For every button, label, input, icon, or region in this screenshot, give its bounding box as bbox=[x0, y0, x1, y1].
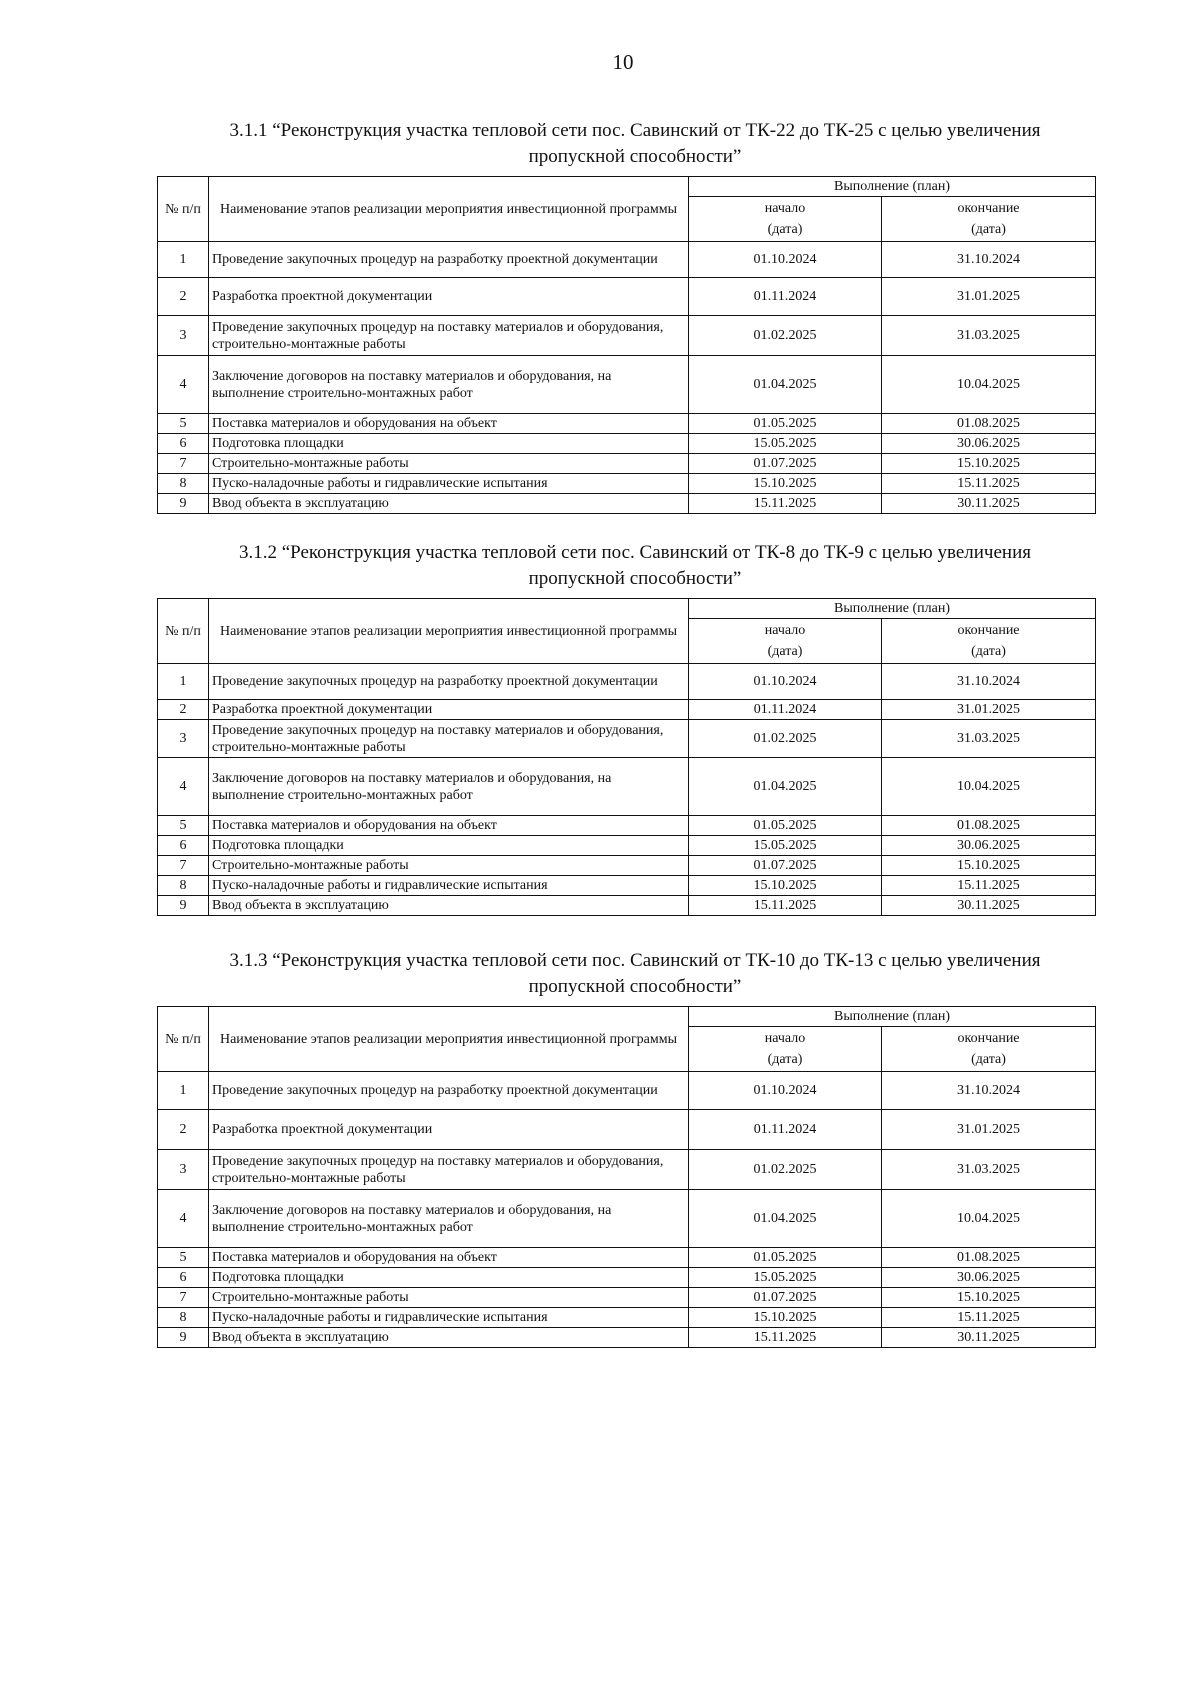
row-end-date: 31.03.2025 bbox=[882, 720, 1096, 758]
row-number: 9 bbox=[158, 896, 209, 916]
row-number: 2 bbox=[158, 278, 209, 316]
row-number: 5 bbox=[158, 816, 209, 836]
table-row bbox=[158, 316, 1096, 356]
row-number: 3 bbox=[158, 1150, 209, 1190]
section-title-line-1: 3.1.3 “Реконструкция участка тепловой сети пос. Савинский от ТК-10 до ТК-13 с целью увеличения bbox=[229, 950, 1041, 971]
header-num: № п/п bbox=[158, 599, 209, 664]
row-number: 7 bbox=[158, 1288, 209, 1308]
table-row bbox=[158, 720, 1096, 758]
table-row bbox=[158, 1190, 1096, 1248]
header-end-label: окончание bbox=[957, 623, 1020, 638]
row-number: 8 bbox=[158, 474, 209, 494]
row-stage-name: Подготовка площадки bbox=[209, 434, 689, 454]
section-title bbox=[175, 118, 1095, 170]
row-end-date: 01.08.2025 bbox=[882, 1248, 1096, 1268]
header-num: № п/п bbox=[158, 1007, 209, 1072]
row-stage-name: Пуско-наладочные работы и гидравлические испытания bbox=[209, 876, 689, 896]
row-end-date: 15.10.2025 bbox=[882, 454, 1096, 474]
row-stage-name: Проведение закупочных процедур на разработку проектной документации bbox=[209, 664, 689, 700]
row-end-date: 30.06.2025 bbox=[882, 1268, 1096, 1288]
row-stage-name: Строительно-монтажные работы bbox=[209, 454, 689, 474]
header-end-unit: (дата) bbox=[971, 1052, 1006, 1067]
row-end-date: 30.06.2025 bbox=[882, 836, 1096, 856]
table-row bbox=[158, 1288, 1096, 1308]
section-title-line-1: 3.1.2 “Реконструкция участка тепловой сети пос. Савинский от ТК-8 до ТК-9 с целью увеличения bbox=[238, 542, 1031, 563]
section-title bbox=[175, 540, 1095, 592]
row-stage-name: Разработка проектной документации bbox=[209, 1110, 689, 1150]
row-end-date: 30.11.2025 bbox=[882, 896, 1096, 916]
header-start-label: начало bbox=[764, 623, 806, 638]
header-start-unit: (дата) bbox=[767, 222, 803, 237]
row-number: 8 bbox=[158, 876, 209, 896]
table-row bbox=[158, 816, 1096, 836]
row-start-date: 01.10.2024 bbox=[689, 1072, 882, 1110]
row-start-date: 01.11.2024 bbox=[689, 700, 882, 720]
row-number: 4 bbox=[158, 758, 209, 816]
table-row bbox=[158, 278, 1096, 316]
row-start-date: 15.10.2025 bbox=[689, 1308, 882, 1328]
row-end-date: 31.03.2025 bbox=[882, 1150, 1096, 1190]
row-end-date: 31.10.2024 bbox=[882, 242, 1096, 278]
header-execution: Выполнение (план) bbox=[689, 599, 1096, 619]
row-start-date: 01.02.2025 bbox=[689, 1150, 882, 1190]
row-stage-name: Пуско-наладочные работы и гидравлические испытания bbox=[209, 474, 689, 494]
row-start-date: 01.07.2025 bbox=[689, 454, 882, 474]
section-3 bbox=[157, 948, 1095, 1348]
row-end-date: 30.11.2025 bbox=[882, 494, 1096, 514]
row-stage-name: Ввод объекта в эксплуатацию bbox=[209, 494, 689, 514]
row-end-date: 31.10.2024 bbox=[882, 1072, 1096, 1110]
row-start-date: 15.11.2025 bbox=[689, 1328, 882, 1348]
header-start-unit: (дата) bbox=[767, 1052, 803, 1067]
row-end-date: 01.08.2025 bbox=[882, 414, 1096, 434]
table-row bbox=[158, 1150, 1096, 1190]
row-end-date: 31.01.2025 bbox=[882, 278, 1096, 316]
row-number: 8 bbox=[158, 1308, 209, 1328]
header-end-unit: (дата) bbox=[971, 644, 1006, 659]
table-row bbox=[158, 700, 1096, 720]
row-end-date: 15.10.2025 bbox=[882, 856, 1096, 876]
row-end-date: 15.11.2025 bbox=[882, 876, 1096, 896]
section-title-line-1: 3.1.1 “Реконструкция участка тепловой сети пос. Савинский от ТК-22 до ТК-25 с целью увеличения bbox=[229, 120, 1041, 141]
table-row bbox=[158, 1072, 1096, 1110]
row-stage-name: Поставка материалов и оборудования на объект bbox=[209, 1248, 689, 1268]
table-row bbox=[158, 856, 1096, 876]
table-row bbox=[158, 876, 1096, 896]
section-title bbox=[175, 948, 1095, 1000]
header-start bbox=[689, 197, 882, 242]
row-start-date: 01.05.2025 bbox=[689, 1248, 882, 1268]
row-number: 3 bbox=[158, 720, 209, 758]
schedule-table bbox=[157, 598, 1096, 916]
table-row bbox=[158, 1308, 1096, 1328]
row-number: 1 bbox=[158, 1072, 209, 1110]
row-stage-name: Ввод объекта в эксплуатацию bbox=[209, 1328, 689, 1348]
row-stage-name: Проведение закупочных процедур на разработку проектной документации bbox=[209, 1072, 689, 1110]
section-title-line-2: пропускной способности” bbox=[528, 976, 742, 997]
row-start-date: 15.11.2025 bbox=[689, 896, 882, 916]
header-execution: Выполнение (план) bbox=[689, 177, 1096, 197]
row-number: 1 bbox=[158, 242, 209, 278]
section-title-line-2: пропускной способности” bbox=[528, 146, 742, 167]
table-row bbox=[158, 664, 1096, 700]
table-row bbox=[158, 1110, 1096, 1150]
row-number: 2 bbox=[158, 700, 209, 720]
row-start-date: 01.07.2025 bbox=[689, 856, 882, 876]
row-start-date: 15.05.2025 bbox=[689, 434, 882, 454]
row-start-date: 01.07.2025 bbox=[689, 1288, 882, 1308]
header-stage-name: Наименование этапов реализации мероприятия инвестиционной программы bbox=[209, 177, 689, 242]
row-end-date: 10.04.2025 bbox=[882, 758, 1096, 816]
header-num: № п/п bbox=[158, 177, 209, 242]
row-number: 5 bbox=[158, 414, 209, 434]
row-number: 6 bbox=[158, 836, 209, 856]
row-start-date: 01.11.2024 bbox=[689, 278, 882, 316]
row-end-date: 31.03.2025 bbox=[882, 316, 1096, 356]
row-end-date: 01.08.2025 bbox=[882, 816, 1096, 836]
row-end-date: 31.01.2025 bbox=[882, 700, 1096, 720]
row-end-date: 15.10.2025 bbox=[882, 1288, 1096, 1308]
row-end-date: 31.10.2024 bbox=[882, 664, 1096, 700]
row-start-date: 15.11.2025 bbox=[689, 494, 882, 514]
table-row bbox=[158, 242, 1096, 278]
row-stage-name: Ввод объекта в эксплуатацию bbox=[209, 896, 689, 916]
table-row bbox=[158, 474, 1096, 494]
table-row bbox=[158, 1328, 1096, 1348]
table-row bbox=[158, 896, 1096, 916]
header-end-label: окончание bbox=[957, 1031, 1020, 1046]
row-stage-name: Подготовка площадки bbox=[209, 1268, 689, 1288]
row-stage-name: Разработка проектной документации bbox=[209, 278, 689, 316]
row-end-date: 15.11.2025 bbox=[882, 1308, 1096, 1328]
row-number: 5 bbox=[158, 1248, 209, 1268]
row-stage-name: Заключение договоров на поставку материалов и оборудования, на выполнение строительно-монтажных работ bbox=[209, 1190, 689, 1248]
row-number: 3 bbox=[158, 316, 209, 356]
table-row bbox=[158, 836, 1096, 856]
row-stage-name: Поставка материалов и оборудования на объект bbox=[209, 816, 689, 836]
row-number: 4 bbox=[158, 356, 209, 414]
row-number: 6 bbox=[158, 434, 209, 454]
row-stage-name: Проведение закупочных процедур на поставку материалов и оборудования, строительно-монтажные работы bbox=[209, 720, 689, 758]
table-row bbox=[158, 1248, 1096, 1268]
page-number: 10 bbox=[612, 50, 634, 74]
row-stage-name: Поставка материалов и оборудования на объект bbox=[209, 414, 689, 434]
header-stage-name: Наименование этапов реализации мероприятия инвестиционной программы bbox=[209, 599, 689, 664]
row-start-date: 15.05.2025 bbox=[689, 836, 882, 856]
header-execution: Выполнение (план) bbox=[689, 1007, 1096, 1027]
row-start-date: 01.04.2025 bbox=[689, 356, 882, 414]
header-start-label: начало bbox=[764, 201, 806, 216]
header-start-unit: (дата) bbox=[767, 644, 803, 659]
row-number: 9 bbox=[158, 494, 209, 514]
row-stage-name: Проведение закупочных процедур на поставку материалов и оборудования, строительно-монтажные работы bbox=[209, 316, 689, 356]
row-start-date: 01.02.2025 bbox=[689, 720, 882, 758]
row-start-date: 01.10.2024 bbox=[689, 664, 882, 700]
row-number: 7 bbox=[158, 454, 209, 474]
header-start bbox=[689, 1027, 882, 1072]
row-end-date: 31.01.2025 bbox=[882, 1110, 1096, 1150]
row-start-date: 01.10.2024 bbox=[689, 242, 882, 278]
header-end bbox=[882, 197, 1096, 242]
row-stage-name: Разработка проектной документации bbox=[209, 700, 689, 720]
row-number: 7 bbox=[158, 856, 209, 876]
section-2 bbox=[157, 540, 1095, 916]
header-end-unit: (дата) bbox=[971, 222, 1006, 237]
row-stage-name: Строительно-монтажные работы bbox=[209, 856, 689, 876]
table-row bbox=[158, 758, 1096, 816]
row-start-date: 01.05.2025 bbox=[689, 414, 882, 434]
header-start-label: начало bbox=[764, 1031, 806, 1046]
row-end-date: 30.11.2025 bbox=[882, 1328, 1096, 1348]
row-end-date: 30.06.2025 bbox=[882, 434, 1096, 454]
row-stage-name: Заключение договоров на поставку материалов и оборудования, на выполнение строительно-монтажных работ bbox=[209, 758, 689, 816]
row-number: 2 bbox=[158, 1110, 209, 1150]
header-end-label: окончание bbox=[957, 201, 1020, 216]
row-number: 6 bbox=[158, 1268, 209, 1288]
header-end bbox=[882, 1027, 1096, 1072]
row-stage-name: Строительно-монтажные работы bbox=[209, 1288, 689, 1308]
row-start-date: 15.10.2025 bbox=[689, 876, 882, 896]
row-stage-name: Проведение закупочных процедур на поставку материалов и оборудования, строительно-монтажные работы bbox=[209, 1150, 689, 1190]
schedule-table bbox=[157, 176, 1096, 514]
table-row bbox=[158, 414, 1096, 434]
row-start-date: 01.11.2024 bbox=[689, 1110, 882, 1150]
header-end bbox=[882, 619, 1096, 664]
row-start-date: 01.04.2025 bbox=[689, 758, 882, 816]
table-row bbox=[158, 356, 1096, 414]
row-stage-name: Пуско-наладочные работы и гидравлические испытания bbox=[209, 1308, 689, 1328]
header-stage-name: Наименование этапов реализации мероприятия инвестиционной программы bbox=[209, 1007, 689, 1072]
row-start-date: 01.02.2025 bbox=[689, 316, 882, 356]
section-1 bbox=[157, 118, 1095, 514]
row-stage-name: Заключение договоров на поставку материалов и оборудования, на выполнение строительно-монтажных работ bbox=[209, 356, 689, 414]
section-title-line-2: пропускной способности” bbox=[528, 568, 742, 589]
row-number: 4 bbox=[158, 1190, 209, 1248]
row-end-date: 10.04.2025 bbox=[882, 1190, 1096, 1248]
header-start bbox=[689, 619, 882, 664]
row-start-date: 01.04.2025 bbox=[689, 1190, 882, 1248]
row-end-date: 10.04.2025 bbox=[882, 356, 1096, 414]
row-start-date: 15.05.2025 bbox=[689, 1268, 882, 1288]
table-row bbox=[158, 454, 1096, 474]
table-row bbox=[158, 1268, 1096, 1288]
row-start-date: 15.10.2025 bbox=[689, 474, 882, 494]
row-stage-name: Подготовка площадки bbox=[209, 836, 689, 856]
table-row bbox=[158, 494, 1096, 514]
row-end-date: 15.11.2025 bbox=[882, 474, 1096, 494]
row-number: 9 bbox=[158, 1328, 209, 1348]
row-stage-name: Проведение закупочных процедур на разработку проектной документации bbox=[209, 242, 689, 278]
schedule-table bbox=[157, 1006, 1096, 1348]
table-row bbox=[158, 434, 1096, 454]
row-start-date: 01.05.2025 bbox=[689, 816, 882, 836]
row-number: 1 bbox=[158, 664, 209, 700]
